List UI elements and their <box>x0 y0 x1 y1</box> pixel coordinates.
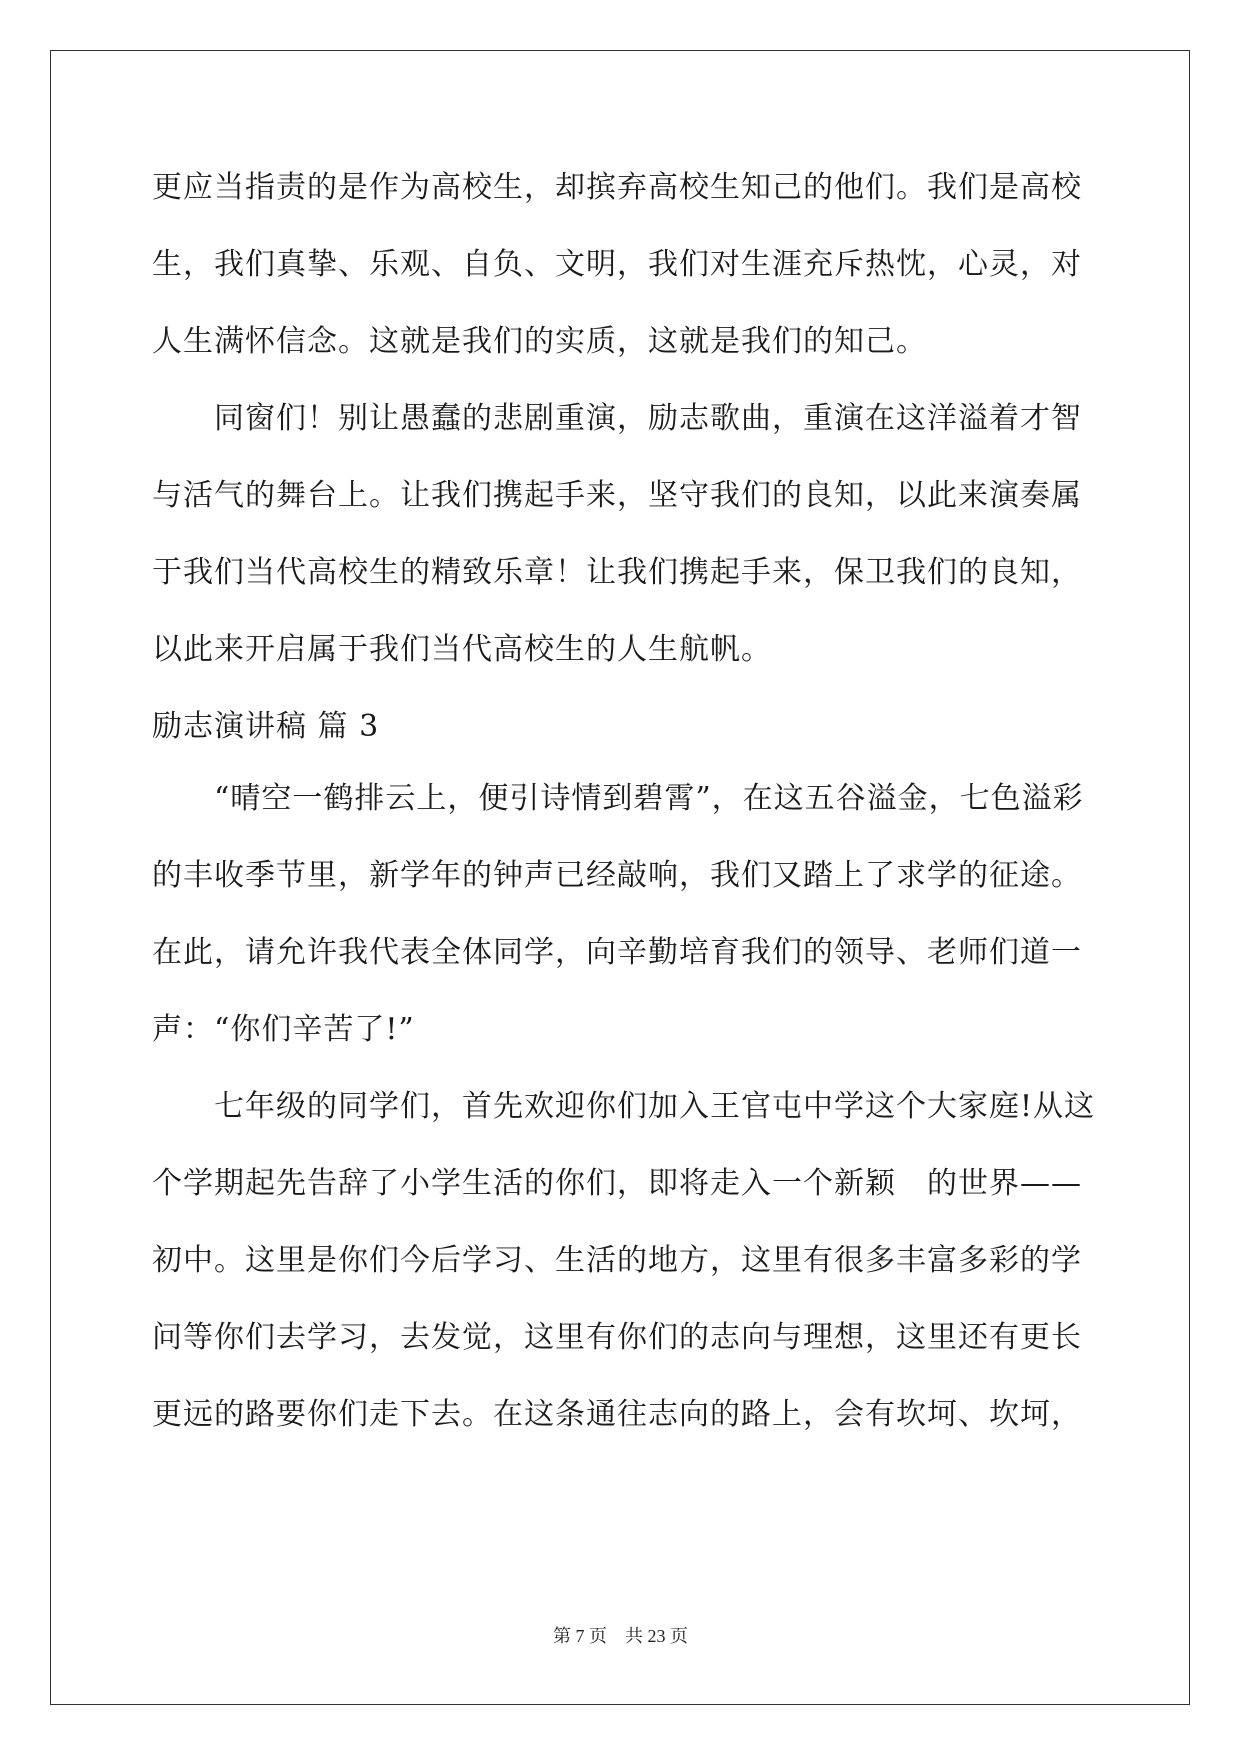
text-line: 于我们当代高校生的精致乐章！让我们携起手来，保卫我们的良知， <box>152 555 1082 590</box>
paragraph-start-line: “晴空一鹤排云上，便引诗情到碧霄”，在这五谷溢金，七色溢彩 <box>214 781 1084 816</box>
text-line: 生，我们真挚、乐观、自负、文明，我们对生涯充斥热忱，心灵，对 <box>152 247 1082 282</box>
section-heading: 励志演讲稿 篇 3 <box>152 709 380 744</box>
text-line: 人生满怀信念。这就是我们的实质，这就是我们的知己。 <box>152 324 927 359</box>
text-line: 的丰收季节里，新学年的钟声已经敲响，我们又踏上了求学的征途。 <box>152 858 1082 893</box>
text-line: 与活气的舞台上。让我们携起手来，坚守我们的良知，以此来演奏属 <box>152 478 1082 513</box>
page-total: 共 23 页 <box>625 1626 688 1646</box>
text-line: 更远的路要你们走下去。在这条通往志向的路上，会有坎坷、坎坷， <box>152 1397 1082 1432</box>
text-line: 以此来开启属于我们当代高校生的人生航帆。 <box>152 632 772 667</box>
paragraph-start-line: 七年级的同学们，首先欢迎你们加入王官屯中学这个大家庭!从这 <box>214 1089 1096 1124</box>
paragraph-start-line: 同窗们！别让愚蠢的悲剧重演，励志歌曲，重演在这洋溢着才智 <box>214 401 1082 436</box>
document-body <box>152 160 1096 1464</box>
page-number: 第 7 页 <box>553 1626 607 1646</box>
text-line: 声：“你们辛苦了!” <box>152 1012 415 1047</box>
page-footer <box>0 1622 1241 1648</box>
text-line: 问等你们去学习，去发觉，这里有你们的志向与理想，这里还有更长 <box>152 1320 1082 1355</box>
text-line: 更应当指责的是作为高校生，却摈弃高校生知己的他们。我们是高校 <box>152 170 1082 205</box>
text-line: 初中。这里是你们今后学习、生活的地方，这里有很多丰富多彩的学 <box>152 1243 1082 1278</box>
text-line: 在此，请允许我代表全体同学，向辛勤培育我们的领导、老师们道一 <box>152 935 1082 970</box>
text-line: 个学期起先告辞了小学生活的你们，即将走入一个新颖 的世界—— <box>152 1166 1082 1201</box>
